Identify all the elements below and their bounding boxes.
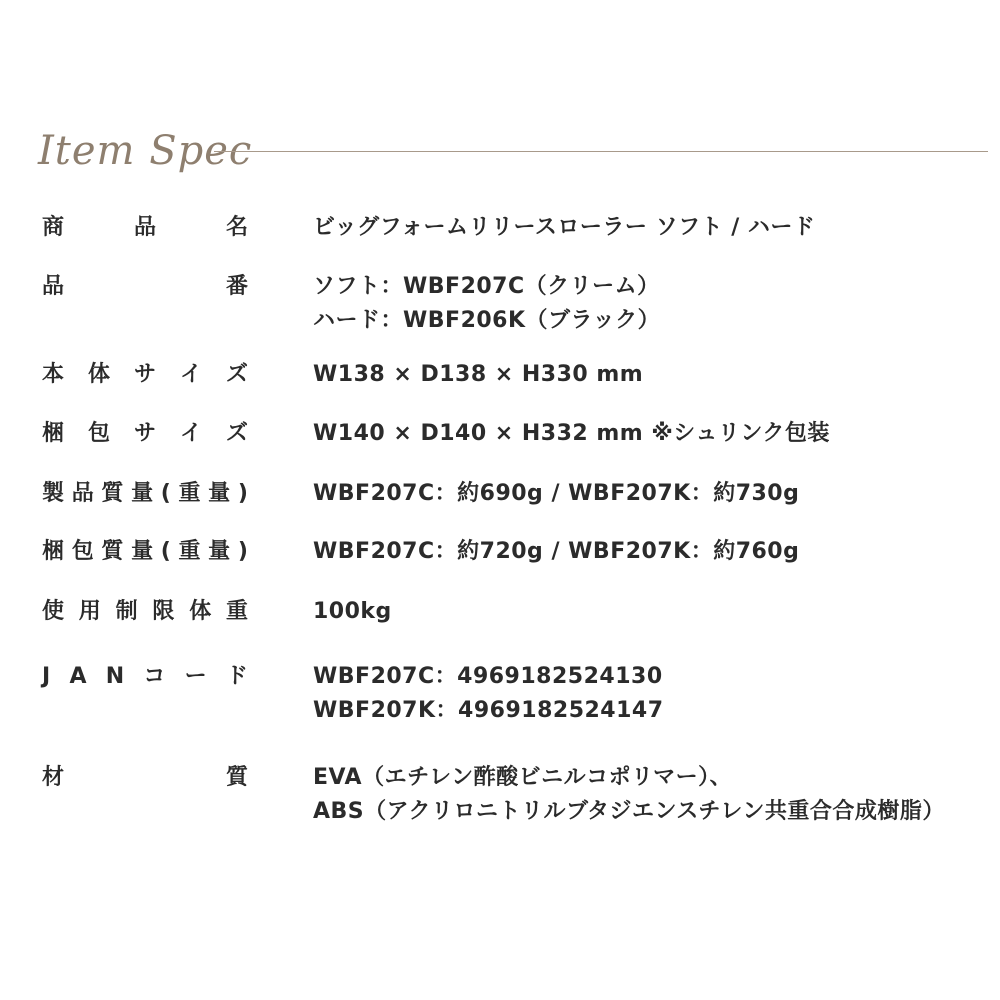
spec-label (42, 358, 248, 392)
label-char: ド (225, 664, 248, 689)
label-char: ズ (225, 421, 248, 446)
spec-value-line: W140 × D140 × H332 mm ※シュリンク包装 (313, 421, 830, 446)
label-char: 質 (225, 765, 248, 790)
label-char: 体 (87, 362, 110, 387)
spec-label (42, 535, 248, 569)
label-char: サ (133, 421, 156, 446)
label-char: イ (179, 362, 202, 387)
label-char: 質 (101, 481, 124, 506)
label-char: A (69, 664, 87, 689)
spec-label (42, 761, 248, 795)
label-char: 材 (42, 765, 65, 790)
label-char: 体 (189, 599, 212, 624)
spec-value-line: 100kg (313, 599, 392, 624)
spec-value-line: ソフト：WBF207C（クリーム） (313, 274, 660, 299)
spec-value (313, 535, 993, 569)
label-char: 重 (225, 599, 248, 624)
spec-label (42, 660, 248, 694)
spec-value-line: ABS（アクリロニトリルブタジエンスチレン共重合合成樹脂） (313, 799, 945, 824)
spec-label (42, 595, 248, 629)
label-char: 番 (225, 274, 248, 299)
label-char: ) (237, 481, 248, 506)
label-char: ( (160, 481, 171, 506)
label-char: 名 (225, 215, 248, 240)
spec-label (42, 417, 248, 451)
label-char: 包 (71, 539, 94, 564)
label-char: 品 (133, 215, 156, 240)
spec-value (313, 270, 993, 338)
spec-value-line: WBF207C：4969182524130 (313, 664, 663, 689)
label-char: 質 (101, 539, 124, 564)
label-char: 製 (42, 481, 65, 506)
label-char: 量 (208, 481, 231, 506)
label-char: J (42, 664, 51, 689)
label-char: 本 (42, 362, 65, 387)
label-char: サ (133, 362, 156, 387)
label-char: 量 (131, 481, 154, 506)
spec-value-line: EVA（エチレン酢酸ビニルコポリマー）、 (313, 765, 733, 790)
label-char: 制 (115, 599, 138, 624)
label-char: ( (160, 539, 171, 564)
spec-value-line: ハード：WBF206K（ブラック） (313, 308, 661, 333)
spec-label (42, 270, 248, 304)
spec-value (313, 211, 993, 245)
spec-value (313, 595, 993, 629)
label-char: イ (179, 421, 202, 446)
spec-value-line: WBF207K：4969182524147 (313, 698, 664, 723)
label-char: 限 (152, 599, 175, 624)
label-char: 用 (78, 599, 101, 624)
label-char: N (105, 664, 125, 689)
label-char: 量 (131, 539, 154, 564)
label-char: 商 (42, 215, 65, 240)
spec-value-line: ビッグフォームリリースローラー ソフト / ハード (313, 215, 816, 240)
label-char: 重 (178, 539, 201, 564)
label-char: ) (237, 539, 248, 564)
label-char: コ (143, 664, 166, 689)
label-char: 梱 (42, 421, 65, 446)
label-char: 使 (42, 599, 65, 624)
label-char: 重 (178, 481, 201, 506)
label-char: ズ (225, 362, 248, 387)
spec-value (313, 417, 993, 451)
spec-label (42, 211, 248, 245)
page-title: Item Spec (38, 128, 253, 174)
spec-value-line: WBF207C：約690g / WBF207K：約730g (313, 481, 800, 506)
label-char: 梱 (42, 539, 65, 564)
spec-value (313, 358, 993, 392)
spec-value (313, 761, 993, 829)
label-char: 品 (71, 481, 94, 506)
spec-value-line: W138 × D138 × H330 mm (313, 362, 644, 387)
spec-value (313, 660, 993, 728)
spec-value-line: WBF207C：約720g / WBF207K：約760g (313, 539, 800, 564)
label-char: ー (184, 664, 207, 689)
spec-value (313, 477, 993, 511)
spec-label (42, 477, 248, 511)
label-char: 品 (42, 274, 65, 299)
label-char: 量 (208, 539, 231, 564)
label-char: 包 (87, 421, 110, 446)
